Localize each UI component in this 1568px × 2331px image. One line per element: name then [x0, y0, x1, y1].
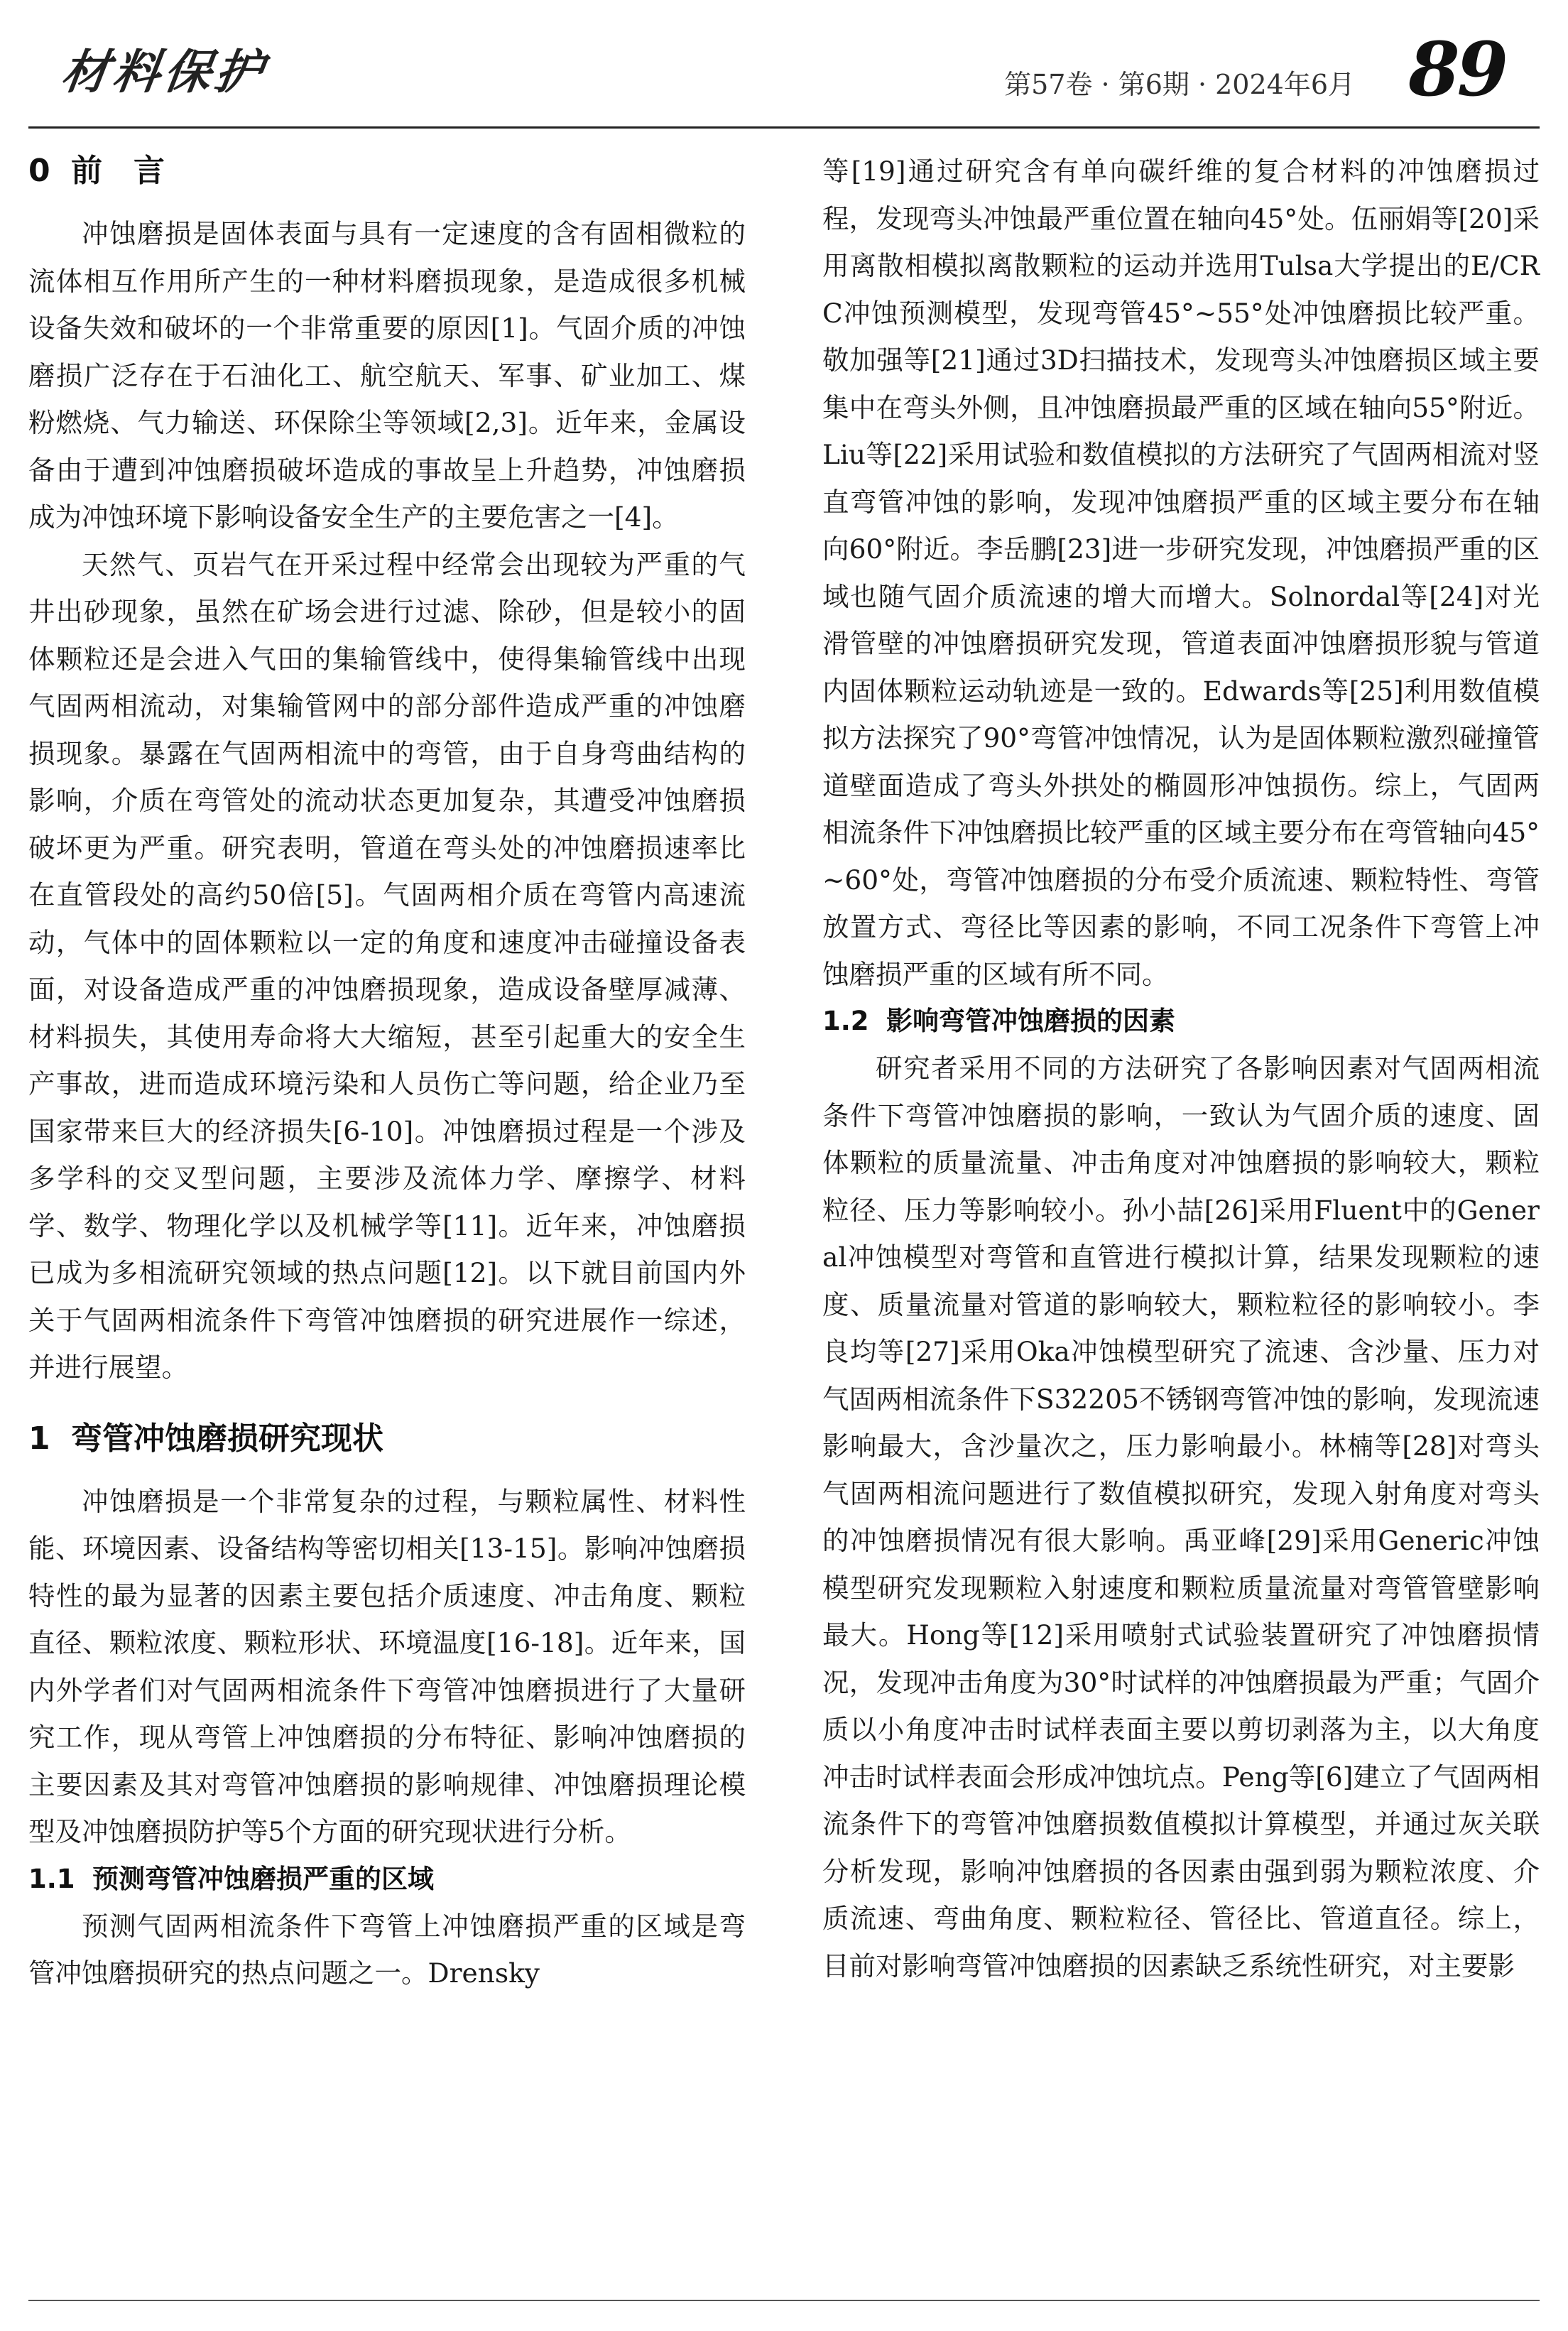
issue-info: 第57卷 · 第6期 · 2024年6月	[1004, 69, 1355, 100]
journal-logo: 材料保护	[58, 44, 271, 99]
section-title: 弯管冲蚀磨损研究现状	[71, 1420, 383, 1457]
paragraph: 预测气固两相流条件下弯管上冲蚀磨损严重的区域是弯管冲蚀磨损研究的热点问题之一。Drensky	[28, 1910, 746, 1989]
subsection-number: 1.1	[28, 1863, 75, 1894]
right-column	[822, 148, 1540, 1989]
section-heading-1	[28, 1416, 746, 1462]
subsection-title: 预测弯管冲蚀磨损严重的区域	[92, 1863, 434, 1894]
subsection-title: 影响弯管冲蚀磨损的因素	[886, 1006, 1175, 1036]
paragraph: 冲蚀磨损是一个非常复杂的过程，与颗粒属性、材料性能、环境因素、设备结构等密切相关[13-15]。影响冲蚀磨损特性的最为显著的因素主要包括介质速度、冲击角度、颗粒直径、颗粒浓度、颗粒形状、环境温度[16-18]。近年来，国内外学者们对气固两相流条件下弯管冲蚀磨损进行了大量研究工作，现从弯管上冲蚀磨损的分布特征、影响冲蚀磨损的主要因素及其对弯管冲蚀磨损的影响规律、冲蚀磨损理论模型及冲蚀磨损防护等5个方面的研究现状进行分析。	[28, 1485, 746, 1847]
page-header	[0, 0, 1568, 128]
header-rule	[28, 126, 1540, 129]
page-number: 89	[1408, 26, 1506, 113]
section-number: 1	[28, 1420, 50, 1457]
subsection-number: 1.2	[822, 1006, 869, 1036]
subsection-heading-1-2	[822, 998, 1540, 1045]
footer-rule	[28, 2300, 1540, 2301]
left-column	[28, 148, 746, 1997]
section-title: 前 言	[71, 153, 165, 189]
paragraph: 研究者采用不同的方法研究了各影响因素对气固两相流条件下弯管冲蚀磨损的影响，一致认为气固介质的速度、固体颗粒的质量流量、冲击角度对冲蚀磨损的影响较大，颗粒粒径、压力等影响较小。孙小喆[26]采用Fluent中的General冲蚀模型对弯管和直管进行模拟计算，结果发现颗粒的速度、质量流量对管道的影响较大，颗粒粒径的影响较小。李良均等[27]采用Oka冲蚀模型研究了流速、含沙量、压力对气固两相流条件下S32205不锈钢弯管冲蚀的影响，发现流速影响最大，含沙量次之，压力影响最小。林楠等[28]对弯头气固两相流问题进行了数值模拟研究，发现入射角度对弯头的冲蚀磨损情况有很大影响。禹亚峰[29]采用Generic冲蚀模型研究发现颗粒入射速度和颗粒质量流量对弯管管壁影响最大。Hong等[12]采用喷射式试验装置研究了冲蚀磨损情况，发现冲击角度为30°时试样的冲蚀磨损最为严重；气固介质以小角度冲击时试样表面主要以剪切剥落为主，以大角度冲击时试样表面会形成冲蚀坑点。Peng等[6]建立了气固两相流条件下的弯管冲蚀磨损数值模拟计算模型，并通过灰关联分析发现，影响冲蚀磨损的各因素由强到弱为颗粒浓度、介质流速、弯曲角度、颗粒粒径、管径比、管道直径。综上，目前对影响弯管冲蚀磨损的因素缺乏系统性研究，对主要影	[822, 1053, 1540, 1982]
subsection-heading-1-1	[28, 1856, 746, 1903]
paragraph: 冲蚀磨损是固体表面与具有一定速度的含有固相微粒的流体相互作用所产生的一种材料磨损现象，是造成很多机械设备失效和破坏的一个非常重要的原因[1]。气固介质的冲蚀磨损广泛存在于石油化工、航空航天、军事、矿业加工、煤粉燃烧、气力输送、环保除尘等领域[2,3]。近年来，金属设备由于遭到冲蚀磨损破坏造成的事故呈上升趋势，冲蚀磨损成为冲蚀环境下影响设备安全生产的主要危害之一[4]。	[28, 218, 746, 533]
paragraph: 天然气、页岩气在开采过程中经常会出现较为严重的气井出砂现象，虽然在矿场会进行过滤、除砂，但是较小的固体颗粒还是会进入气田的集输管线中，使得集输管线中出现气固两相流动，对集输管网中的部分部件造成严重的冲蚀磨损现象。暴露在气固两相流中的弯管，由于自身弯曲结构的影响，介质在弯管处的流动状态更加复杂，其遭受冲蚀磨损破坏更为严重。研究表明，管道在弯头处的冲蚀磨损速率比在直管段处的高约50倍[5]。气固两相介质在弯管内高速流动，气体中的固体颗粒以一定的角度和速度冲击碰撞设备表面，对设备造成严重的冲蚀磨损现象，造成设备壁厚减薄、材料损失，其使用寿命将大大缩短，甚至引起重大的安全生产事故，进而造成环境污染和人员伤亡等问题，给企业乃至国家带来巨大的经济损失[6-10]。冲蚀磨损过程是一个涉及多学科的交叉型问题，主要涉及流体力学、摩擦学、材料学、数学、物理化学以及机械学等[11]。近年来，冲蚀磨损已成为多相流研究领域的热点问题[12]。以下就目前国内外关于气固两相流条件下弯管冲蚀磨损的研究进展作一综述，并进行展望。	[28, 548, 746, 1383]
paragraph: 等[19]通过研究含有单向碳纤维的复合材料的冲蚀磨损过程，发现弯头冲蚀最严重位置在轴向45°处。伍丽娟等[20]采用离散相模拟离散颗粒的运动并选用Tulsa大学提出的E/CRC冲蚀预测模型，发现弯管45°~55°处冲蚀磨损比较严重。敬加强等[21]通过3D扫描技术，发现弯头冲蚀磨损区域主要集中在弯头外侧，且冲蚀磨损最严重的区域在轴向55°附近。Liu等[22]采用试验和数值模拟的方法研究了气固两相流对竖直弯管冲蚀的影响，发现冲蚀磨损严重的区域主要分布在轴向60°附近。李岳鹏[23]进一步研究发现，冲蚀磨损严重的区域也随气固介质流速的增大而增大。Solnordal等[24]对光滑管壁的冲蚀磨损研究发现，管道表面冲蚀磨损形貌与管道内固体颗粒运动轨迹是一致的。Edwards等[25]利用数值模拟方法探究了90°弯管冲蚀情况，认为是固体颗粒激烈碰撞管道壁面造成了弯头外拱处的椭圆形冲蚀损伤。综上，气固两相流条件下冲蚀磨损比较严重的区域主要分布在弯管轴向45°~60°处，弯管冲蚀磨损的分布受介质流速、颗粒特性、弯管放置方式、弯径比等因素的影响，不同工况条件下弯管上冲蚀磨损严重的区域有所不同。	[822, 156, 1540, 990]
section-heading-0	[28, 148, 746, 195]
section-number: 0	[28, 153, 50, 189]
